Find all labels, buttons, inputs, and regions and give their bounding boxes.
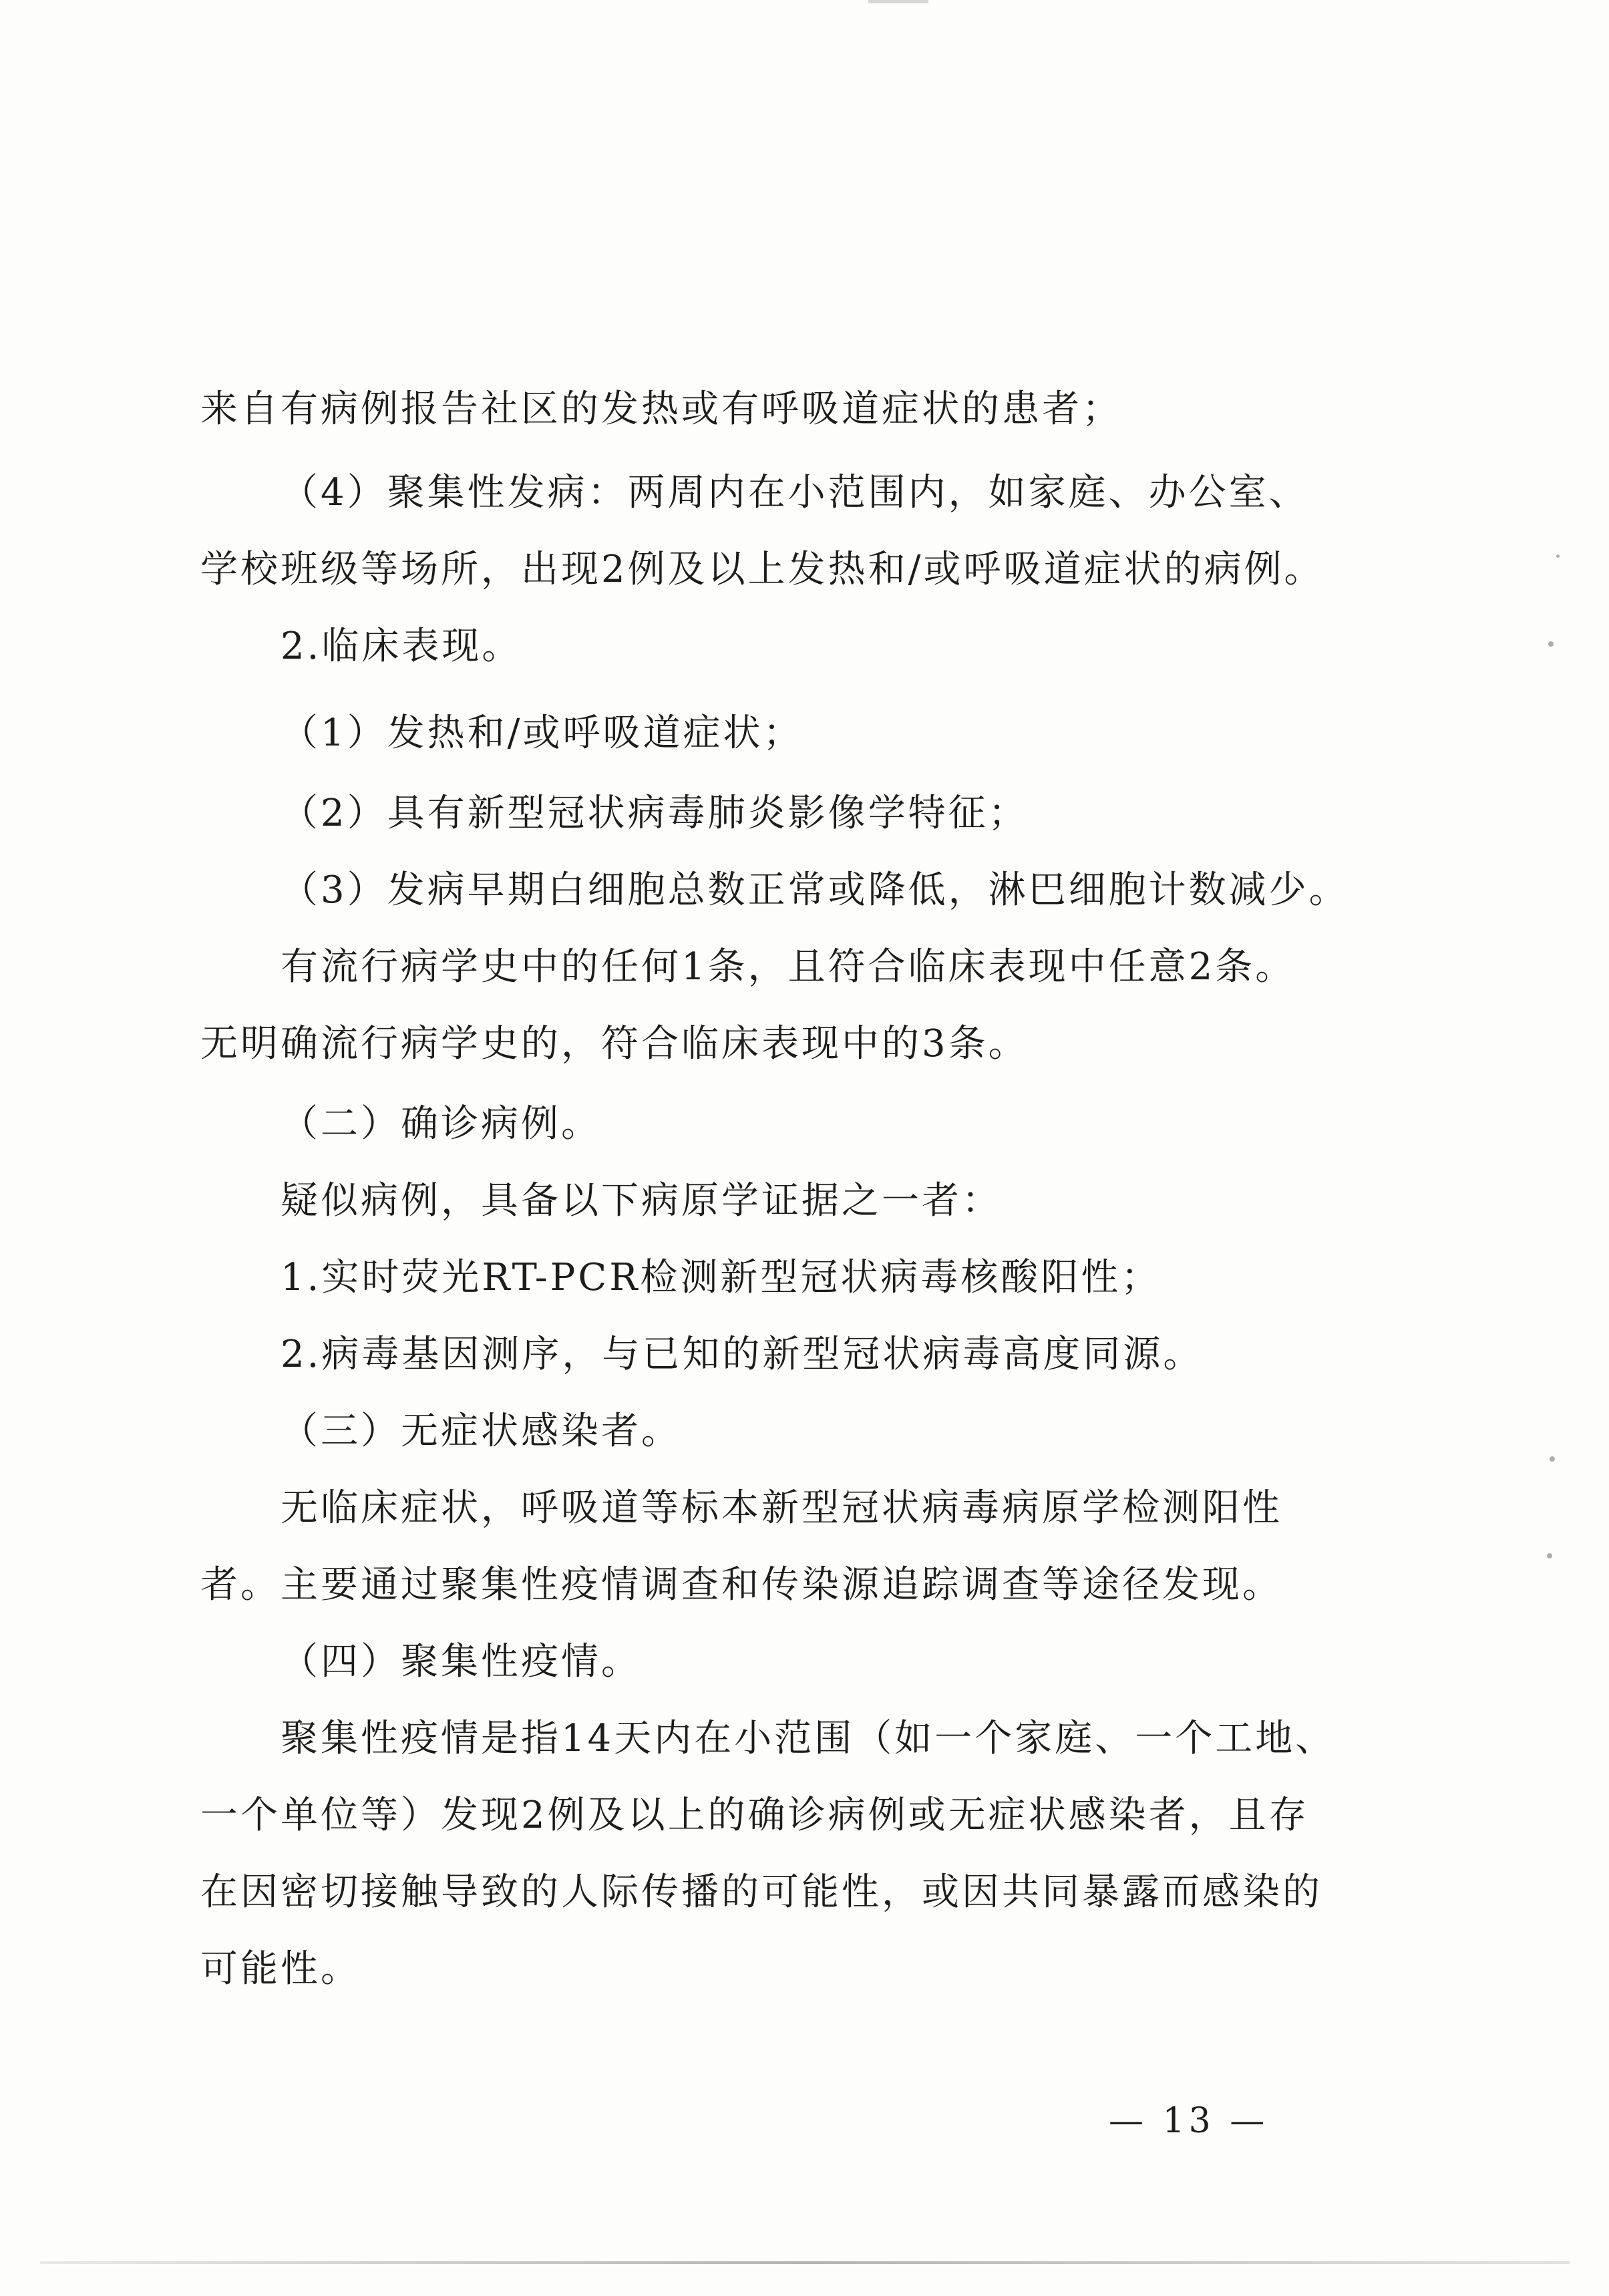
scan-speck: [1550, 1456, 1555, 1462]
section-heading-clinical: 2.临床表现。: [281, 625, 522, 668]
text-line-20: 在因密切接触导致的人际传播的可能性，或因共同暴露而感染的: [200, 1870, 1322, 1914]
text-line-19: 一个单位等）发现2例及以上的确诊病例或无症状感染者，且存: [200, 1794, 1309, 1837]
text-line-21: 可能性。: [200, 1947, 361, 1991]
scan-speck: [1547, 1553, 1552, 1559]
scan-speck: [1556, 554, 1560, 558]
text-line-9: 无明确流行病学史的，符合临床表现中的3条。: [200, 1022, 1029, 1065]
text-line-5: （1）发热和/或呼吸道症状；: [281, 711, 803, 755]
section-heading-confirmed: （二）确诊病例。: [281, 1102, 601, 1146]
text-line-1: 来自有病例报告社区的发热或有呼吸道症状的患者；: [200, 387, 1122, 431]
page-number: — 13 —: [1109, 2101, 1269, 2141]
section-heading-asymptomatic: （三）无症状感染者。: [281, 1410, 681, 1453]
text-line-15: 无临床症状，呼吸道等标本新型冠状病毒病原学检测阳性: [281, 1486, 1282, 1530]
text-line-3: 学校班级等场所，出现2例及以上发热和/或呼吸道症状的病例。: [200, 548, 1324, 591]
section-heading-cluster: （四）聚集性疫情。: [281, 1640, 641, 1683]
text-line-13: 2.病毒基因测序，与已知的新型冠状病毒高度同源。: [281, 1333, 1204, 1376]
text-line-6: （2）具有新型冠状病毒肺炎影像学特征；: [281, 792, 1029, 835]
text-line-12: 1.实时荧光RT-PCR检测新型冠状病毒核酸阳性；: [281, 1256, 1161, 1299]
scan-mark-top: [868, 0, 928, 3]
scan-speck: [1548, 641, 1554, 647]
text-line-18: 聚集性疫情是指14天内在小范围（如一个家庭、一个工地、: [281, 1717, 1336, 1760]
text-line-11: 疑似病例，具备以下病原学证据之一者：: [281, 1179, 1002, 1222]
text-line-2: （4）聚集性发病：两周内在小范围内，如家庭、办公室、: [281, 471, 1309, 514]
text-line-8: 有流行病学史中的任何1条，且符合临床表现中任意2条。: [281, 945, 1296, 989]
text-line-16: 者。主要通过聚集性疫情调查和传染源追踪调查等途径发现。: [200, 1563, 1282, 1607]
scan-edge-bottom: [40, 2261, 1570, 2264]
text-line-7: （3）发病早期白细胞总数正常或降低，淋巴细胞计数减少。: [281, 868, 1349, 912]
